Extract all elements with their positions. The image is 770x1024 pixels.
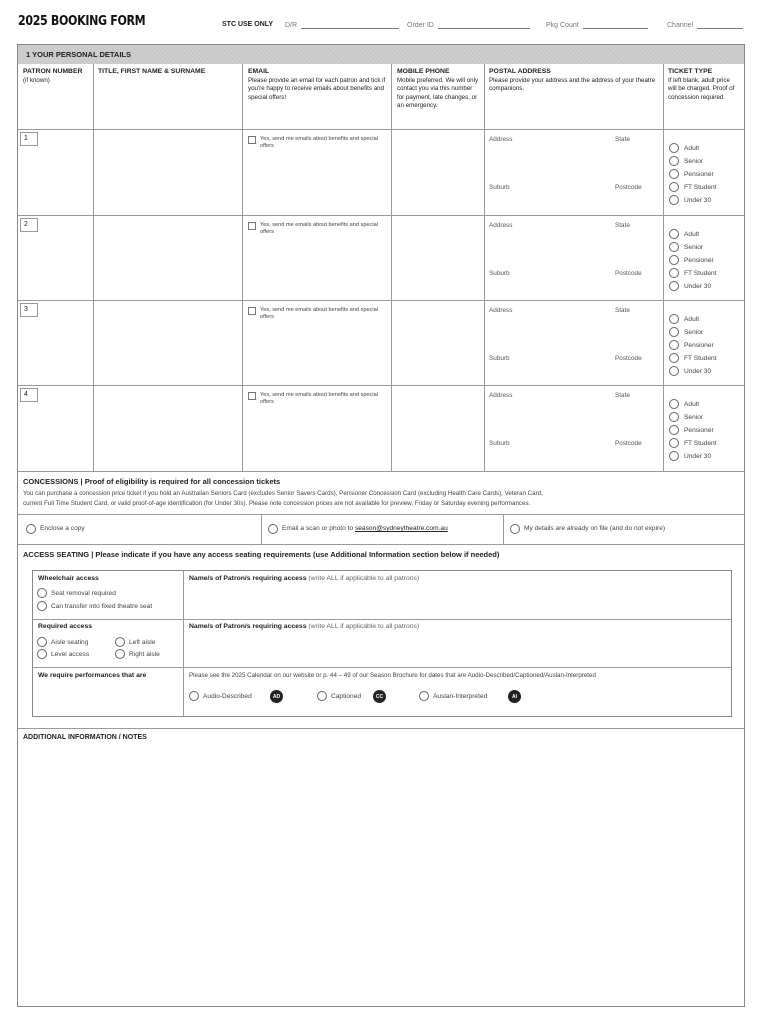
- ticket-pensioner-label: Pensioner: [684, 257, 714, 264]
- email-field[interactable]: [244, 406, 389, 468]
- col-patron-number: PATRON NUMBER (if known): [23, 68, 83, 84]
- ticket-pensioner-radio[interactable]: [669, 169, 679, 179]
- address-label: Address: [489, 136, 513, 143]
- state-label: State: [615, 307, 630, 314]
- ticket-under-30-radio[interactable]: [669, 451, 679, 461]
- required-names-label[interactable]: Name/s of Patron/s requiring access (write ALL if applicable to all patrons): [189, 623, 420, 630]
- ticket-senior-label: Senior: [684, 329, 704, 336]
- ticket-under-30-label: Under 30: [684, 453, 712, 460]
- performances-title: We require performances that are: [38, 672, 147, 679]
- concession-email-radio[interactable]: [268, 524, 278, 534]
- ticket-pensioner-label: Pensioner: [684, 427, 714, 434]
- transfer-seat-label: Can transfer into fixed theatre seat: [51, 603, 153, 610]
- col-mobile: MOBILE PHONE Mobile preferred. We will only contact you via this number for payment, late changes, or an emergency.: [397, 68, 479, 109]
- ticket-under-30-label: Under 30: [684, 368, 712, 375]
- seat-removal-radio[interactable]: [37, 588, 47, 598]
- name-field[interactable]: [95, 388, 240, 468]
- state-label: State: [615, 392, 630, 399]
- mobile-field[interactable]: [393, 132, 482, 212]
- suburb-label: Suburb: [489, 355, 510, 362]
- postcode-label: Postcode: [615, 355, 642, 362]
- ticket-adult-radio[interactable]: [669, 143, 679, 153]
- ticket-adult-radio[interactable]: [669, 399, 679, 409]
- ticket-adult-radio[interactable]: [669, 229, 679, 239]
- patron-row: [18, 386, 744, 471]
- suburb-label: Suburb: [489, 270, 510, 277]
- ticket-senior-radio[interactable]: [669, 327, 679, 337]
- col-ticket-type: TICKET TYPE If left blank, adult price will be charged. Proof of concession required.: [668, 68, 735, 101]
- concessions-text-2: current Full Time Student Card, or valid proof-of-age identification (for Under 30s). Please note concession prices are not available for preview, Friday or Saturday evening performances.: [23, 500, 531, 507]
- ticket-senior-radio[interactable]: [669, 156, 679, 166]
- state-label: State: [615, 136, 630, 143]
- wheelchair-names-label[interactable]: Name/s of Patron/s requiring access (write ALL if applicable to all patrons): [189, 575, 420, 582]
- email-optin-checkbox[interactable]: [248, 307, 256, 315]
- left-aisle-radio[interactable]: [115, 637, 125, 647]
- patron-row: [18, 301, 744, 386]
- auslan-radio[interactable]: [419, 691, 429, 701]
- concession-enclose-radio[interactable]: [26, 524, 36, 534]
- ticket-ft-student-label: FT Student: [684, 355, 717, 362]
- postcode-label: Postcode: [615, 184, 642, 191]
- ticket-senior-label: Senior: [684, 414, 704, 421]
- ticket-adult-label: Adult: [684, 316, 700, 323]
- stc-use-only-label: STC USE ONLY: [222, 21, 274, 28]
- ticket-ft-student-label: FT Student: [684, 270, 717, 277]
- season-email-link[interactable]: season@sydneytheatre.com.au: [354, 525, 448, 532]
- order-id-field[interactable]: [407, 21, 530, 29]
- form-title: 2025 BOOKING FORM: [18, 14, 146, 29]
- ticket-ft-student-radio[interactable]: [669, 182, 679, 192]
- email-field[interactable]: [244, 150, 389, 212]
- section-personal-details-title: 1 YOUR PERSONAL DETAILS: [18, 45, 744, 64]
- concession-on-file-radio[interactable]: [510, 524, 520, 534]
- email-optin-checkbox[interactable]: [248, 392, 256, 400]
- mobile-field[interactable]: [393, 388, 482, 468]
- header: [18, 14, 748, 36]
- postcode-label: Postcode: [615, 270, 642, 277]
- ticket-pensioner-label: Pensioner: [684, 171, 714, 178]
- left-aisle-label: Left aisle: [129, 639, 156, 646]
- concession-on-file-label: My details are already on file (and do not expire): [524, 525, 666, 532]
- address-label: Address: [489, 392, 513, 399]
- email-optin-label: Yes, send me emails about benefits and special offers: [260, 136, 378, 149]
- audio-described-label: Audio-Described: [203, 693, 252, 700]
- ticket-adult-radio[interactable]: [669, 314, 679, 324]
- additional-info-area[interactable]: [18, 745, 744, 1005]
- email-optin-checkbox[interactable]: [248, 136, 256, 144]
- access-title: ACCESS SEATING | Please indicate if you have any access seating requirements (use Additional Information section below if needed): [23, 550, 500, 559]
- email-optin-label: Yes, send me emails about benefits and special offers: [260, 392, 378, 405]
- email-optin-checkbox[interactable]: [248, 222, 256, 230]
- name-field[interactable]: [95, 132, 240, 212]
- col-name: TITLE, FIRST NAME & SURNAME: [98, 68, 206, 75]
- captioned-label: Captioned: [331, 693, 362, 700]
- ticket-ft-student-radio[interactable]: [669, 438, 679, 448]
- right-aisle-radio[interactable]: [115, 649, 125, 659]
- ticket-ft-student-radio[interactable]: [669, 353, 679, 363]
- ticket-ft-student-label: FT Student: [684, 440, 717, 447]
- channel-field[interactable]: [667, 21, 743, 29]
- ticket-under-30-radio[interactable]: [669, 366, 679, 376]
- ticket-adult-label: Adult: [684, 401, 700, 408]
- concessions-text-1: You can purchase a concession price ticket if you hold an Australian Seniors Card (excludes Senior Savers Cards), Pensioner Concession Card (excluding Health Care Cards), Veteran Card,: [23, 490, 543, 497]
- name-field[interactable]: [95, 218, 240, 298]
- concession-email-label: Email a scan or photo to season@sydneytheatre.com.au: [282, 525, 448, 532]
- ticket-adult-label: Adult: [684, 145, 700, 152]
- patron-row-number: 1: [20, 132, 38, 146]
- right-aisle-label: Right aisle: [129, 651, 160, 658]
- captioned-icon: CC: [373, 690, 386, 703]
- ticket-ft-student-radio[interactable]: [669, 268, 679, 278]
- level-access-label: Level access: [51, 651, 90, 658]
- col-email: EMAIL Please provide an email for each patron and tick if you're happy to receive emails about benefits and special offers!: [248, 68, 386, 101]
- ticket-senior-label: Senior: [684, 244, 704, 251]
- performances-text: Please see the 2025 Calendar on our website or p. 44 – 49 of our Season Brochure for dates that are Audio-Described/Captioned/Auslan-Interpreted: [189, 672, 596, 679]
- audio-described-radio[interactable]: [189, 691, 199, 701]
- name-field[interactable]: [95, 303, 240, 383]
- ticket-under-30-radio[interactable]: [669, 281, 679, 291]
- ticket-pensioner-radio[interactable]: [669, 340, 679, 350]
- suburb-label: Suburb: [489, 440, 510, 447]
- address-label: Address: [489, 222, 513, 229]
- email-optin-label: Yes, send me emails about benefits and special offers: [260, 222, 378, 235]
- col-postal: POSTAL ADDRESS Please provide your address and the address of your theatre companions.: [489, 68, 656, 92]
- patron-row: [18, 216, 744, 301]
- ticket-under-30-label: Under 30: [684, 283, 712, 290]
- patron-row-number: 2: [20, 218, 38, 232]
- patron-number-field[interactable]: [38, 218, 92, 298]
- postcode-label: Postcode: [615, 440, 642, 447]
- ticket-under-30-radio[interactable]: [669, 195, 679, 205]
- email-field[interactable]: [244, 321, 389, 383]
- booking-form-frame: [17, 44, 745, 1007]
- level-access-radio[interactable]: [37, 649, 47, 659]
- patron-number-field[interactable]: [38, 132, 92, 212]
- patron-number-field[interactable]: [38, 388, 92, 468]
- ticket-senior-label: Senior: [684, 158, 704, 165]
- aisle-seating-label: Aisle seating: [51, 639, 89, 646]
- address-label: Address: [489, 307, 513, 314]
- dr-field[interactable]: [285, 21, 399, 29]
- ticket-adult-label: Adult: [684, 231, 700, 238]
- ticket-senior-radio[interactable]: [669, 242, 679, 252]
- required-access-title: Required access: [38, 623, 93, 630]
- ticket-pensioner-label: Pensioner: [684, 342, 714, 349]
- mobile-field[interactable]: [393, 303, 482, 383]
- ticket-senior-radio[interactable]: [669, 412, 679, 422]
- patron-row-number: 4: [20, 388, 38, 402]
- mobile-field[interactable]: [393, 218, 482, 298]
- auslan-label: Auslan-Interpreted: [433, 693, 488, 700]
- patron-row-number: 3: [20, 303, 38, 317]
- patron-row: [18, 130, 744, 215]
- ticket-ft-student-label: FT Student: [684, 184, 717, 191]
- state-label: State: [615, 222, 630, 229]
- email-field[interactable]: [244, 236, 389, 298]
- aisle-seating-radio[interactable]: [37, 637, 47, 647]
- ticket-pensioner-radio[interactable]: [669, 425, 679, 435]
- order-id-label: Order ID: [407, 22, 434, 29]
- seat-removal-label: Seat removal required: [51, 590, 116, 597]
- additional-info-title: ADDITIONAL INFORMATION / NOTES: [23, 734, 147, 741]
- patron-number-field[interactable]: [38, 303, 92, 383]
- suburb-label: Suburb: [489, 184, 510, 191]
- audio-described-icon: AD: [270, 690, 283, 703]
- pkg-count-field[interactable]: [546, 21, 648, 29]
- concessions-title: CONCESSIONS | Proof of eligibility is required for all concession tickets: [23, 477, 281, 486]
- pkg-count-label: Pkg Count: [546, 22, 579, 29]
- access-box: [32, 570, 732, 717]
- captioned-radio[interactable]: [317, 691, 327, 701]
- auslan-icon: AI: [508, 690, 521, 703]
- wheelchair-access-title: Wheelchair access: [38, 575, 99, 582]
- transfer-seat-radio[interactable]: [37, 601, 47, 611]
- email-optin-label: Yes, send me emails about benefits and special offers: [260, 307, 378, 320]
- ticket-under-30-label: Under 30: [684, 197, 712, 204]
- concession-enclose-label: Enclose a copy: [40, 525, 85, 532]
- channel-label: Channel: [667, 22, 694, 29]
- ticket-pensioner-radio[interactable]: [669, 255, 679, 265]
- dr-label: D/R: [285, 22, 298, 29]
